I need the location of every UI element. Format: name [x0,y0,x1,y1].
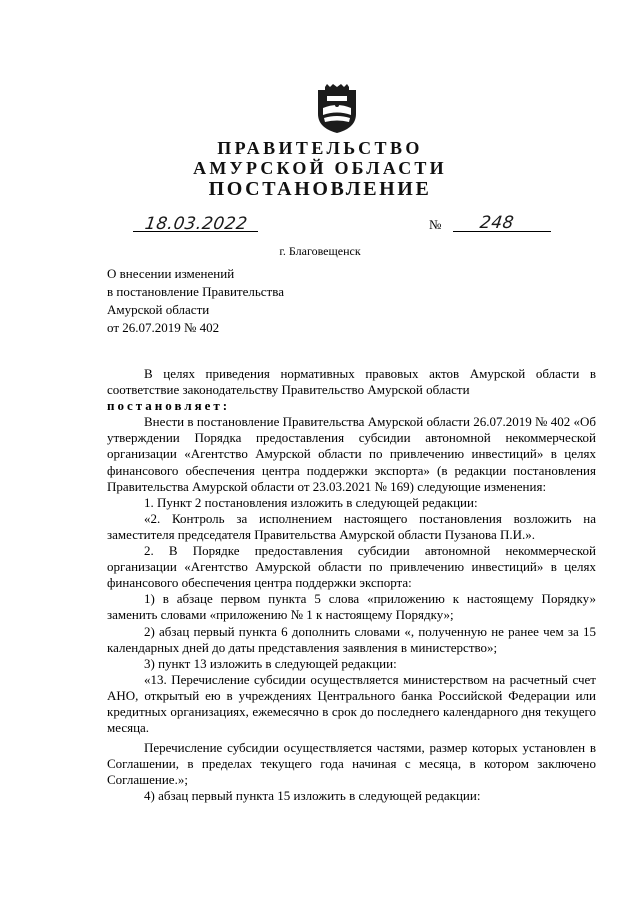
number-underline [453,231,551,232]
handwritten-date: 18.03.2022 [143,214,249,234]
handwritten-number: 248 [478,213,516,233]
body-paragraph: 2) абзац первый пункта 6 дополнить словами «, полученную не ранее чем за 15 календарных дней до даты представления заявления в министерство»; [107,623,596,655]
subject-line: Амурской области [107,302,210,317]
body-paragraph: Внести в постановление Правительства Амурской области 26.07.2019 № 402 «Об утверждении Порядка предоставления субсидии автономной некоммерческой организации «Агентство Амурской области по привлечению инвестиций» в целях финансового обеспечения центра поддержки экспорта» (в редакции постановления Правительства Амурской области от 23.03.2021 № 169) следующие изменения: [107,414,596,494]
document-type-title: ПОСТАНОВЛЕНИЕ [208,178,432,200]
body-paragraph: «2. Контроль за исполнением настоящего постановления возложить на заместителя председателя Правительства Амурской области Пузанова П.И.». [107,510,596,542]
org-name-line1: ПРАВИТЕЛЬСТВО [217,138,423,158]
decree-word: постановляет: [107,398,231,414]
body-paragraph: Перечисление субсидии осуществляется частями, размер которых установлен в Соглашении, в пределах текущего года начиная с месяца, в котором заключено Соглашение.»; [107,740,596,788]
subject-line: в постановление Правительства [107,284,284,299]
coat-of-arms-icon [314,84,360,134]
city-label: г. Благовещенск [279,244,361,258]
org-name-line2: АМУРСКОЙ ОБЛАСТИ [193,158,447,178]
subject-line: О внесении изменений [107,266,235,281]
body-paragraph: 4) абзац первый пункта 15 изложить в следующей редакции: [144,788,481,804]
date-underline [133,231,258,232]
subject-block [107,265,284,337]
number-sign: № [429,217,442,232]
subject-line: от 26.07.2019 № 402 [107,320,220,335]
body-paragraph: 1. Пункт 2 постановления изложить в следующей редакции: [144,494,478,510]
intro-paragraph: В целях приведения нормативных правовых актов Амурской области в соответствие законодательству Правительство Амурской области [107,366,596,398]
body-paragraph: 2. В Порядке предоставления субсидии автономной некоммерческой организации «Агентство Амурской области по привлечению инвестиций» в целях финансового обеспечения центра поддержки экспорта: [107,543,596,591]
body-paragraph: «13. Перечисление субсидии осуществляется министерством на расчетный счет АНО, открытый ею в учреждениях Центрального банка Российской Федерации или кредитных организациях, ежемесячно в срок до последнего календарного дня текущего месяца. [107,671,596,736]
body-paragraph: 1) в абзаце первом пункта 5 слова «приложению к настоящему Порядку» заменить словами «приложению № 1 к настоящему Порядку»; [107,591,596,623]
document-body [107,366,596,805]
body-paragraph: 3) пункт 13 изложить в следующей редакции: [144,655,397,671]
